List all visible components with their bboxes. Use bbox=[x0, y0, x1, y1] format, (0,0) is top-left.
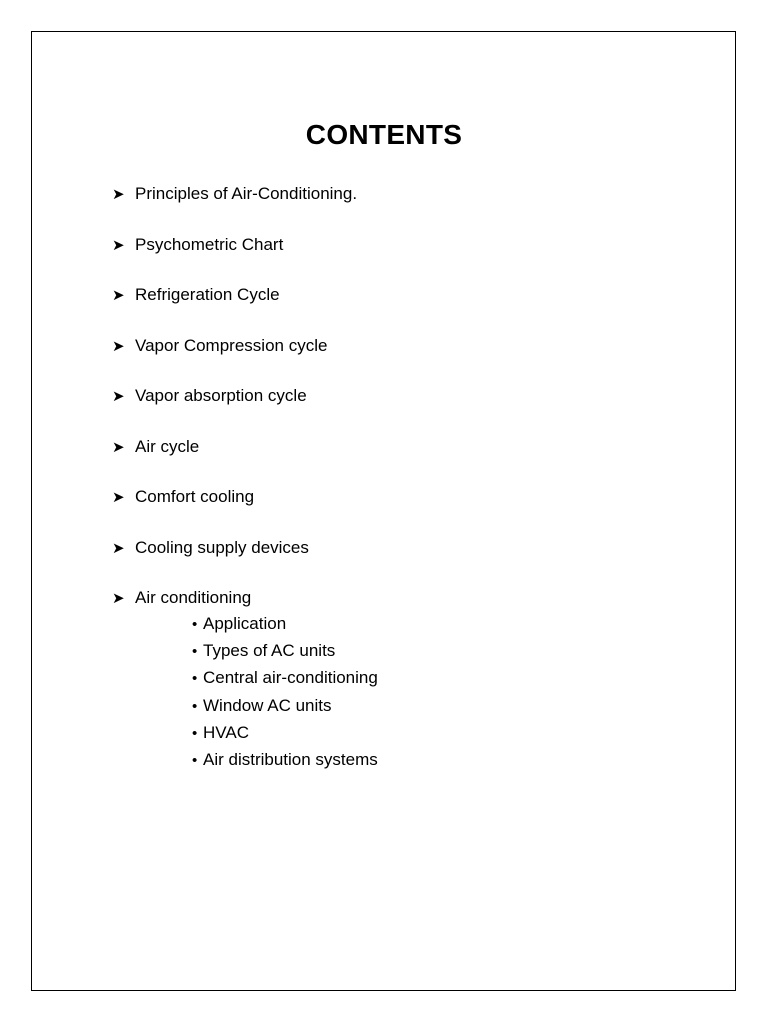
arrow-head-icon: ➤ bbox=[112, 538, 125, 557]
list-item-label: Refrigeration Cycle bbox=[135, 285, 280, 304]
list-item bbox=[112, 383, 378, 409]
sub-list-item-label: HVAC bbox=[203, 722, 249, 742]
bullet-icon: • bbox=[192, 670, 198, 688]
sub-list bbox=[135, 611, 378, 774]
arrow-head-icon: ➤ bbox=[112, 488, 125, 506]
arrow-head-icon: ➤ bbox=[112, 589, 125, 607]
list-item-label: Air conditioning bbox=[135, 588, 252, 607]
list-item bbox=[112, 535, 378, 561]
list-item-label: Cooling supply devices bbox=[135, 537, 309, 557]
arrow-head-icon: ➤ bbox=[112, 185, 125, 203]
list-item bbox=[112, 232, 378, 258]
bullet-icon: • bbox=[192, 616, 198, 633]
bullet-icon: • bbox=[192, 643, 198, 661]
list-item-block bbox=[135, 585, 378, 774]
list-item bbox=[112, 282, 378, 308]
list-item bbox=[112, 484, 378, 510]
contents-list bbox=[112, 181, 378, 774]
sub-list-item-label: Central air-conditioning bbox=[203, 668, 378, 688]
list-item-label: Principles of Air-Conditioning. bbox=[135, 184, 358, 203]
arrow-head-icon: ➤ bbox=[112, 286, 125, 304]
arrow-head-icon: ➤ bbox=[112, 387, 125, 405]
sub-list-item-label: Air distribution systems bbox=[203, 750, 378, 770]
list-item-label: Psychometric Chart bbox=[135, 234, 284, 254]
list-item bbox=[112, 181, 378, 207]
arrow-head-icon: ➤ bbox=[112, 437, 125, 456]
sub-list-item-label: Application bbox=[203, 614, 287, 633]
list-item-label: Air cycle bbox=[135, 436, 200, 456]
list-item bbox=[112, 434, 378, 460]
sub-list-item-label: Types of AC units bbox=[203, 641, 336, 661]
sub-list-item bbox=[192, 638, 378, 665]
list-item-label: Comfort cooling bbox=[135, 487, 255, 506]
sub-list-item bbox=[192, 611, 378, 638]
list-item-label: Vapor absorption cycle bbox=[135, 386, 307, 405]
bullet-icon: • bbox=[192, 724, 198, 742]
sub-list-item bbox=[192, 720, 378, 747]
sub-list-item bbox=[192, 693, 378, 720]
list-item bbox=[112, 333, 378, 359]
list-item-label: Vapor Compression cycle bbox=[135, 335, 328, 355]
sub-list-item bbox=[192, 747, 378, 774]
bullet-icon: • bbox=[192, 752, 198, 770]
sub-list-item bbox=[192, 665, 378, 692]
page-title: CONTENTS bbox=[305, 118, 463, 150]
arrow-head-icon: ➤ bbox=[112, 336, 125, 355]
sub-list-item-label: Window AC units bbox=[203, 695, 332, 715]
arrow-head-icon: ➤ bbox=[112, 235, 125, 254]
list-item bbox=[112, 585, 378, 774]
bullet-icon: • bbox=[192, 697, 198, 715]
